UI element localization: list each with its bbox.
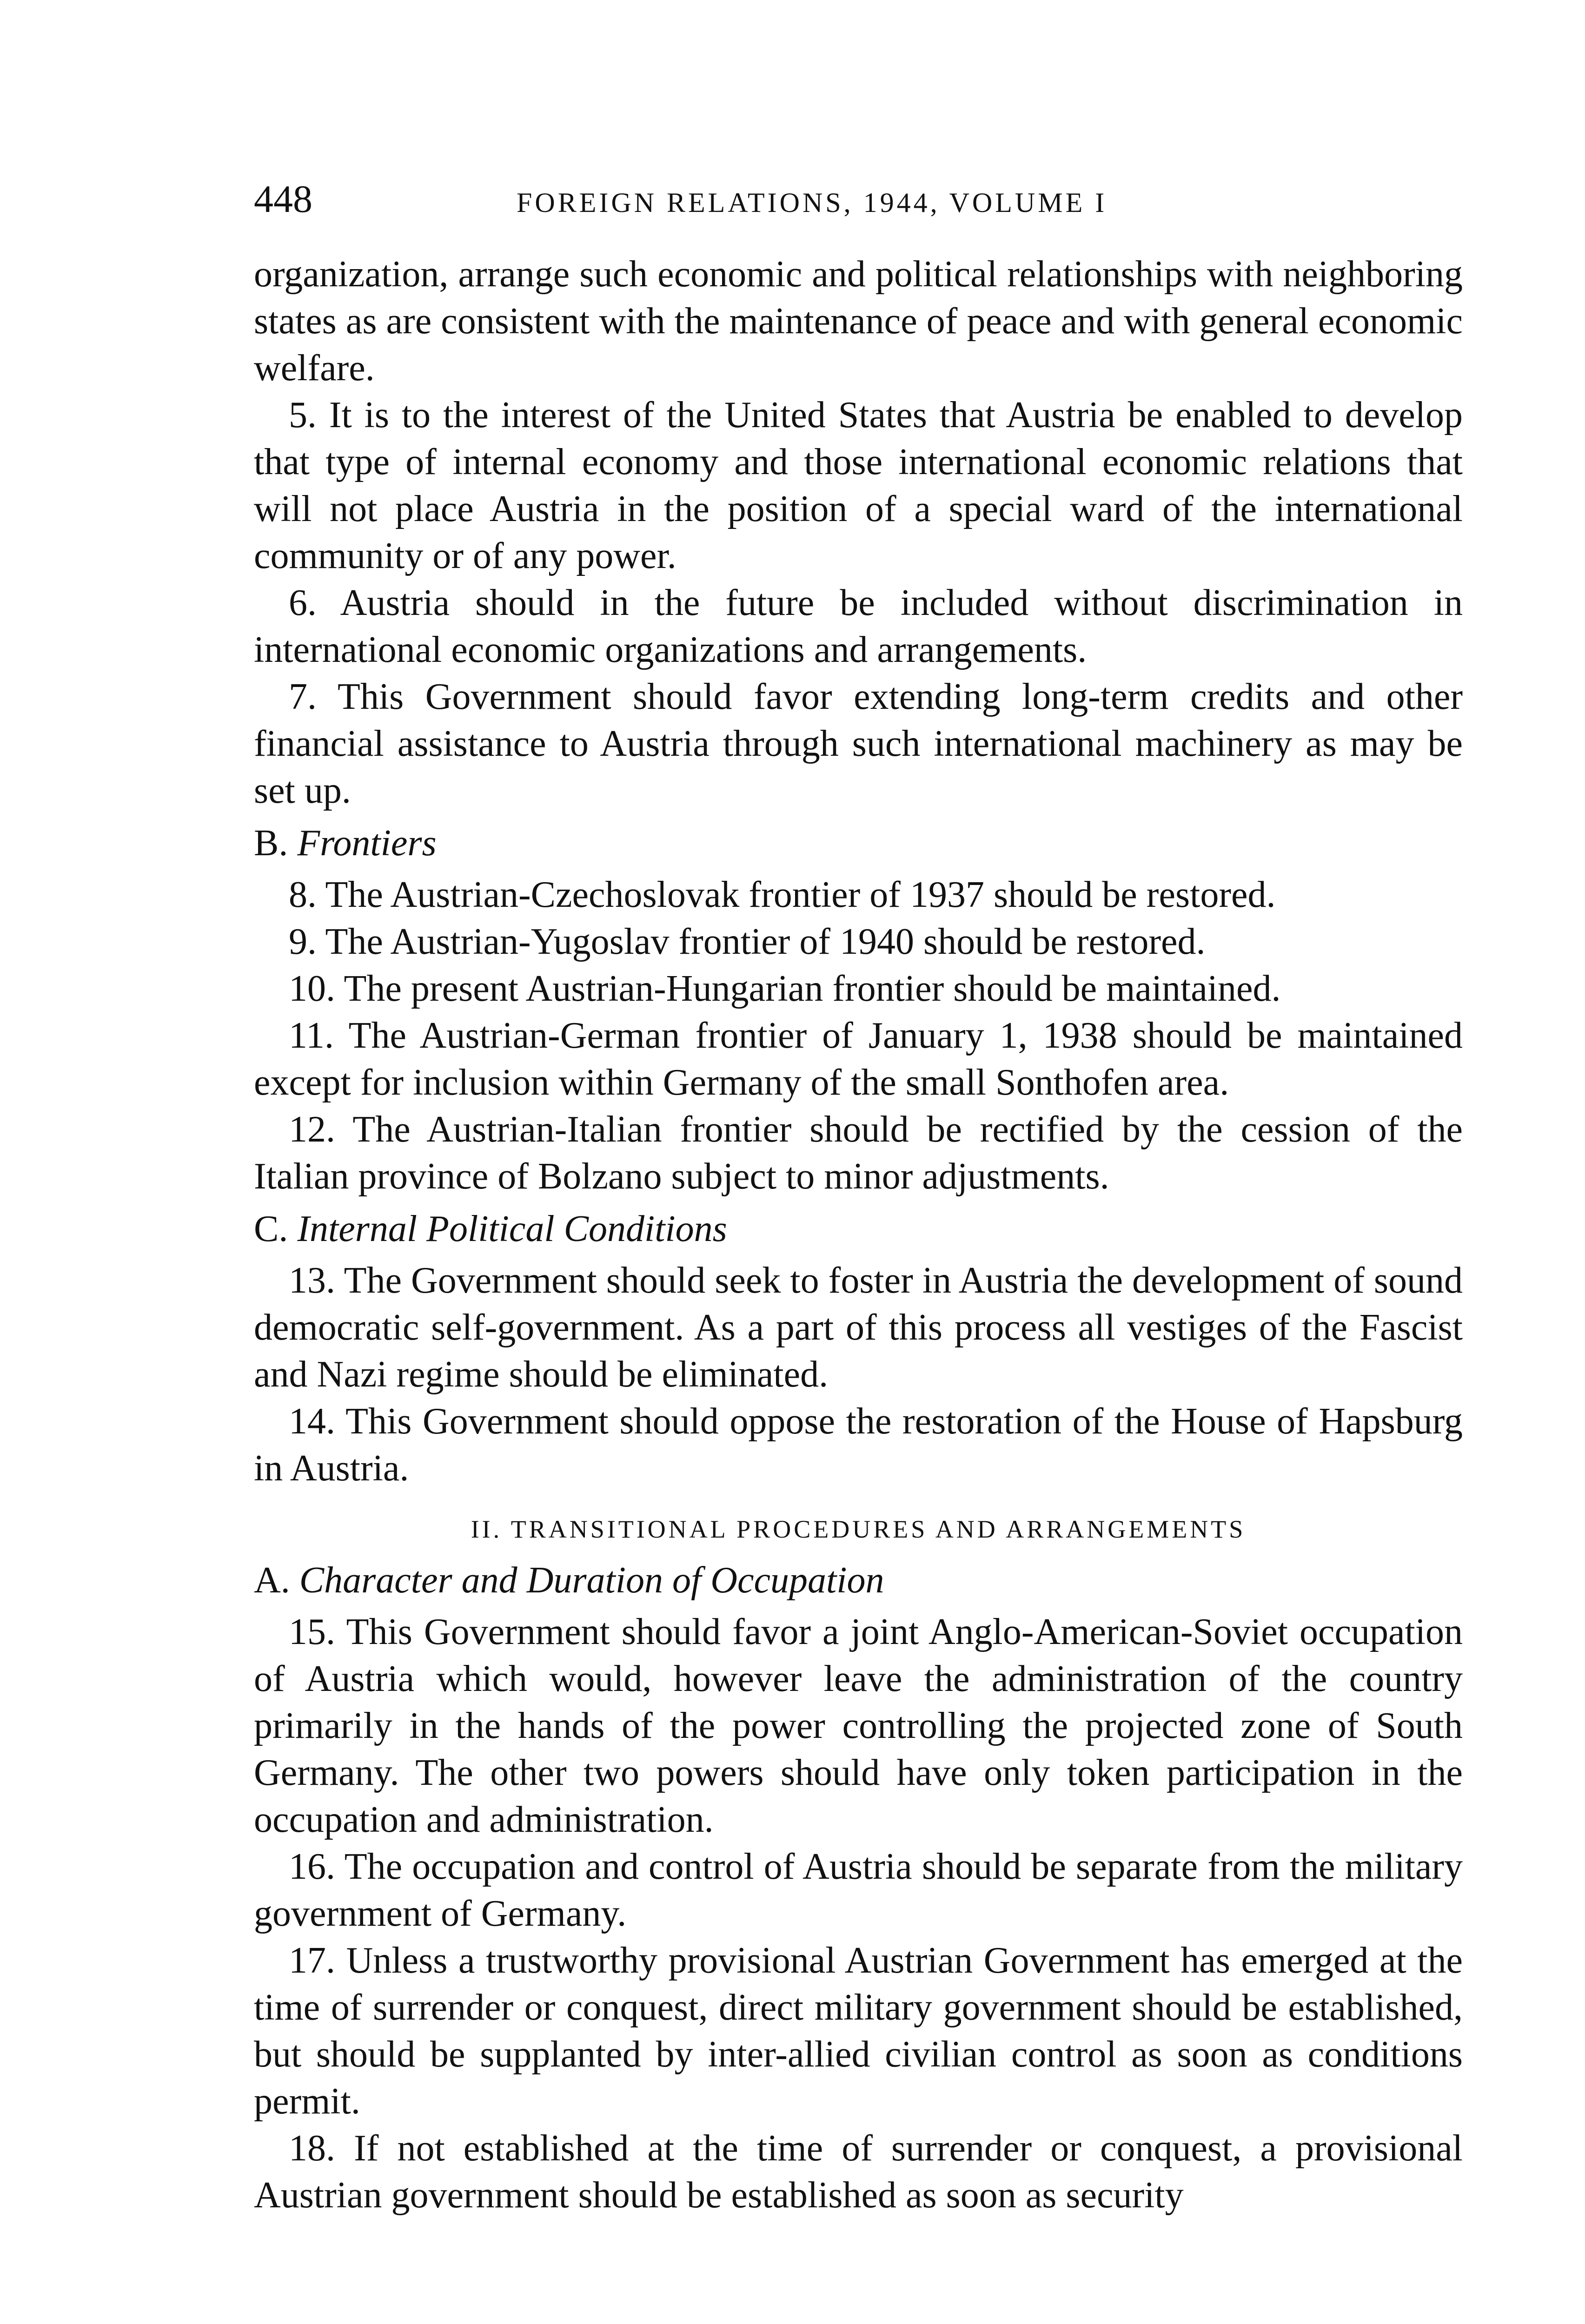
paragraph-8: 8. The Austrian-Czechoslovak frontier of 1937 should be restored. [289, 874, 1276, 915]
paragraph-14: 14. This Government should oppose the restoration of the House of Hapsburg in Austria. [254, 1401, 1463, 1489]
page-number: 448 [254, 178, 312, 221]
paragraph-15: 15. This Government should favor a joint Anglo-American-Soviet occupation of Austria which would, however leave the administration of the country primarily in the hands of the power controlling the projected zone of South Germany. The other two powers should have only token participation in the occupation and administration. [254, 1611, 1463, 1840]
subheading-title: Frontiers [297, 823, 437, 864]
subheading-character-duration-occupation [254, 1557, 1463, 1604]
subheading-title: Character and Duration of Occupation [299, 1560, 884, 1601]
paragraph-7: 7. This Government should favor extending long-term credits and other financial assistance to Austria through such international machinery as may be set up. [254, 676, 1463, 811]
section-heading-ii: II. TRANSITIONAL PROCEDURES AND ARRANGEMENTS [471, 1515, 1246, 1543]
paragraph-18: 18. If not established at the time of surrender or conquest, a provisional Austrian government should be established as soon as security [254, 2128, 1463, 2216]
continuation-paragraph: organization, arrange such economic and political relationships with neighboring states as are consistent with the maintenance of peace and with general economic welfare. [254, 254, 1463, 389]
paragraph-6: 6. Austria should in the future be included without discrimination in international economic organizations and arrangements. [254, 582, 1463, 670]
document-page [254, 177, 1463, 2219]
paragraph-10: 10. The present Austrian-Hungarian frontier should be maintained. [289, 968, 1281, 1009]
subheading-internal-political-conditions [254, 1206, 1463, 1253]
paragraph-17: 17. Unless a trustworthy provisional Austrian Government has emerged at the time of surrender or conquest, direct military government should be established, but should be supplanted by inter-allied civilian control as soon as conditions permit. [254, 1940, 1463, 2122]
paragraph-9: 9. The Austrian-Yugoslav frontier of 1940 should be restored. [289, 921, 1206, 962]
paragraph-5: 5. It is to the interest of the United States that Austria be enabled to develop that type of internal economy and those international economic relations that will not place Austria in the position of a special ward of the international community or of any power. [254, 395, 1463, 576]
running-head: FOREIGN RELATIONS, 1944, VOLUME I [517, 187, 1108, 218]
subheading-letter: C. [254, 1208, 288, 1249]
subheading-letter: A. [254, 1560, 290, 1601]
paragraph-16: 16. The occupation and control of Austria should be separate from the military government of Germany. [254, 1846, 1463, 1934]
page-header [254, 177, 1463, 232]
subheading-title: Internal Political Conditions [297, 1208, 727, 1249]
paragraph-13: 13. The Government should seek to foster in Austria the development of sound democratic self-government. As a part of this process all vestiges of the Fascist and Nazi regime should be eliminated. [254, 1260, 1463, 1395]
paragraph-12: 12. The Austrian-Italian frontier should be rectified by the cession of the Italian province of Bolzano subject to minor adjustments. [254, 1109, 1463, 1197]
subheading-frontiers [254, 820, 1463, 867]
subheading-letter: B. [254, 823, 288, 864]
paragraph-11: 11. The Austrian-German frontier of January 1, 1938 should be maintained except for inclusion within Germany of the small Sonthofen area. [254, 1015, 1463, 1103]
